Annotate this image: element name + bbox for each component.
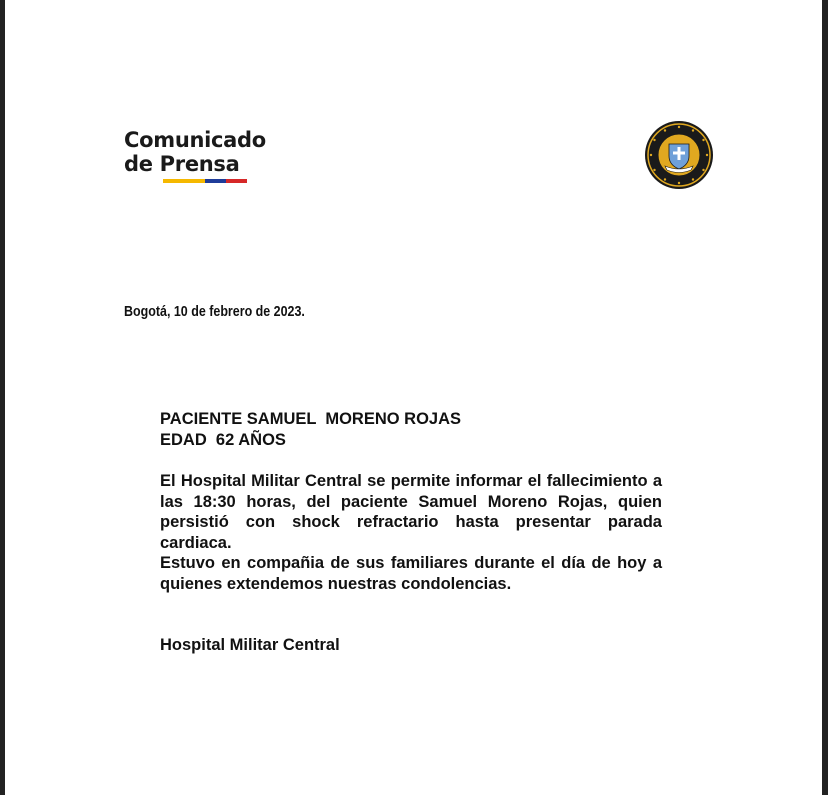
signature: Hospital Militar Central <box>160 636 340 654</box>
letter-date: Bogotá, 10 de febrero de 2023. <box>124 304 305 320</box>
patient-age: EDAD 62 AÑOS <box>160 430 286 449</box>
title-line-1: Comunicado <box>124 128 266 152</box>
announcement-paragraph-2: Estuvo en compañia de sus familiares durante el día de hoy a quienes extendemos nuestras condolencias. <box>160 554 662 593</box>
flag-red-stripe <box>226 179 247 183</box>
right-border <box>822 0 828 795</box>
flag-blue-stripe <box>205 179 226 183</box>
flag-color-bar <box>163 179 247 183</box>
announcement-text <box>160 471 662 594</box>
patient-name: PACIENTE SAMUEL MORENO ROJAS <box>160 410 462 428</box>
press-release-title <box>124 128 266 176</box>
seal-cross-horizontal <box>673 152 685 155</box>
title-line-2: de Prensa <box>124 152 240 176</box>
letter-body <box>160 409 662 656</box>
hospital-seal-icon <box>641 120 717 190</box>
announcement-paragraph-1: El Hospital Militar Central se permite informar el fallecimiento a las 18:30 horas, del paciente Samuel Moreno Rojas, quien persistió con shock refractario hasta presentar parada cardiaca. <box>160 472 662 552</box>
left-border <box>0 0 5 795</box>
seal-graphic <box>641 120 717 190</box>
flag-yellow-stripe <box>163 179 205 183</box>
